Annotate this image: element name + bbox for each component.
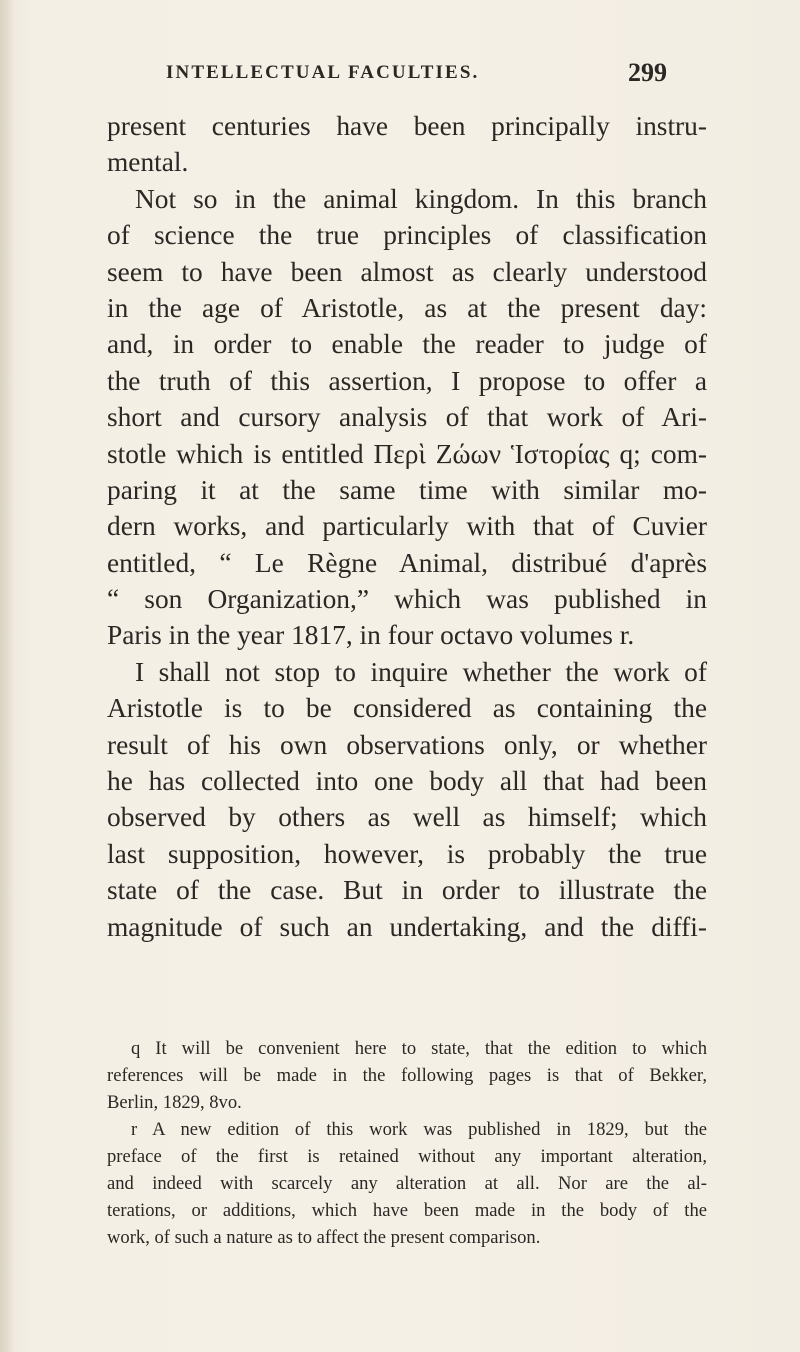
footnote-line: and indeed with scarcely any alteration at all. Nor are the al-: [107, 1173, 707, 1194]
body-line: Paris in the year 1817, in four octavo volumes r.: [107, 620, 635, 651]
body-text: [107, 108, 707, 945]
footnote-line: Berlin, 1829, 8vo.: [107, 1092, 242, 1113]
body-line: stotle which is entitled Περὶ Ζώων Ἱστορίας q; com-: [107, 438, 707, 469]
body-line: Aristotle is to be considered as containing the: [107, 693, 707, 724]
body-line: mental.: [107, 147, 189, 178]
body-line: he has collected into one body all that had been: [107, 766, 707, 797]
page-number: 299: [628, 58, 667, 87]
body-line: the truth of this assertion, I propose to offer a: [107, 365, 707, 396]
body-line: paring it at the same time with similar mo-: [107, 474, 707, 505]
footnote-line: preface of the first is retained without any important alteration,: [107, 1146, 707, 1167]
body-line: state of the case. But in order to illustrate the: [107, 875, 707, 906]
footnotes: [107, 1035, 707, 1251]
footnote-line: r A new edition of this work was published in 1829, but the: [131, 1119, 707, 1140]
body-line: dern works, and particularly with that of Cuvier: [107, 511, 707, 542]
footnote-line: q It will be convenient here to state, that the edition to which: [131, 1038, 707, 1059]
page-gutter-shadow: [0, 0, 14, 1352]
body-line: entitled, “ Le Règne Animal, distribué d'après: [107, 547, 707, 578]
body-line: present centuries have been principally instru-: [107, 111, 707, 141]
body-line: magnitude of such an undertaking, and the diffi-: [107, 911, 707, 942]
body-line: in the age of Aristotle, as at the present day:: [107, 292, 707, 323]
body-line: short and cursory analysis of that work of Ari-: [107, 402, 707, 433]
body-line: last supposition, however, is probably the true: [107, 838, 707, 869]
body-line: observed by others as well as himself; which: [107, 802, 707, 833]
running-head: [0, 58, 800, 92]
footnote-line: references will be made in the following pages is that of Bekker,: [107, 1065, 707, 1086]
running-head-title: INTELLECTUAL FACULTIES.: [166, 62, 480, 83]
body-line: and, in order to enable the reader to judge of: [107, 329, 707, 360]
body-line: I shall not stop to inquire whether the work of: [135, 656, 707, 687]
body-line: seem to have been almost as clearly understood: [107, 256, 707, 287]
body-line: Not so in the animal kingdom. In this branch: [135, 183, 707, 214]
footnote-line: work, of such a nature as to affect the present comparison.: [107, 1227, 541, 1248]
body-line: result of his own observations only, or whether: [107, 729, 707, 760]
body-line: of science the true principles of classification: [107, 220, 707, 251]
body-line: “ son Organization,” which was published in: [107, 584, 707, 615]
footnote-line: terations, or additions, which have been made in the body of the: [107, 1200, 707, 1221]
